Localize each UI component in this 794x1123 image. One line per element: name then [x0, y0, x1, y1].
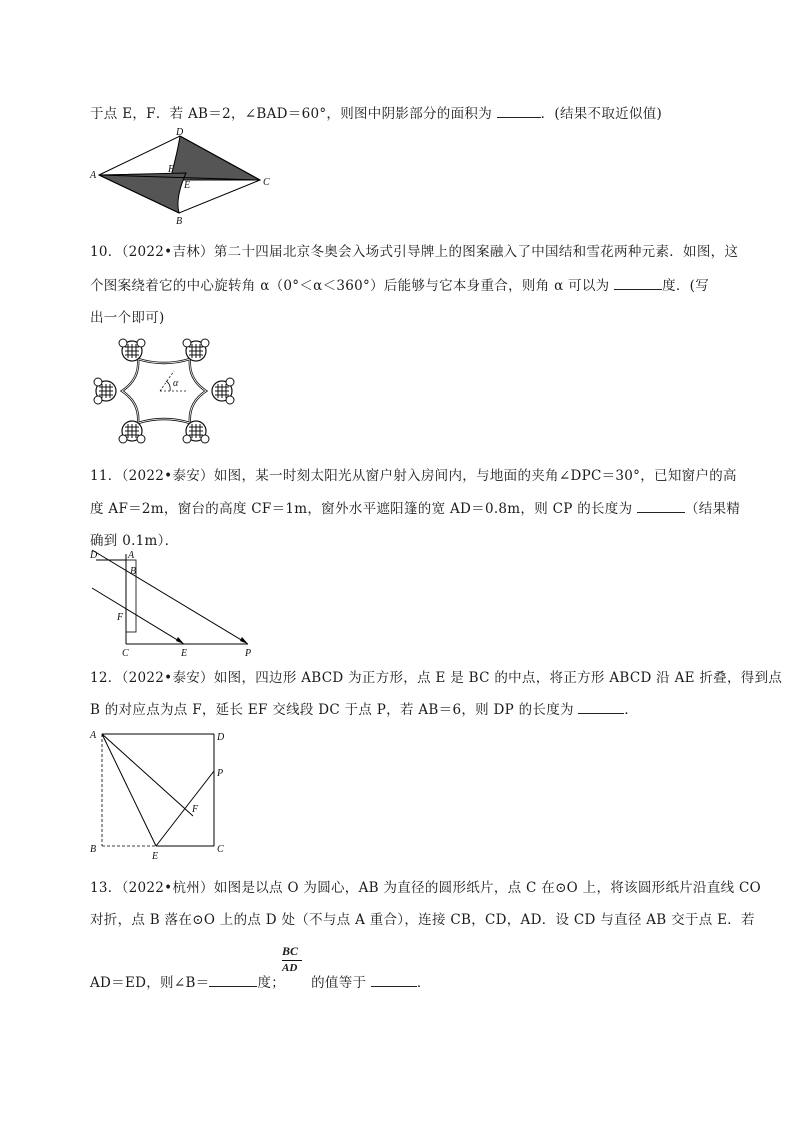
answer-blank[interactable]	[497, 105, 541, 118]
sun-ray-upper	[92, 550, 248, 644]
knot-right	[212, 378, 234, 404]
answer-blank-ratio[interactable]	[371, 974, 417, 987]
label-e: E	[184, 180, 191, 191]
fold-line-ae	[102, 734, 156, 846]
label-a: A	[90, 170, 97, 181]
knot-top-right	[183, 339, 209, 361]
shaded-region-lower	[99, 173, 186, 213]
segment-ep	[156, 771, 214, 846]
fraction-denominator: AD	[282, 962, 298, 974]
label-alpha: α	[173, 378, 179, 389]
label-d: D	[176, 127, 184, 138]
label-c: C	[217, 844, 224, 855]
q12-text-line-1	[90, 666, 782, 686]
q10-text: 个图案绕着它的中心旋转角 α（0°＜α＜360°）后能够与它本身重合，则角 α 可以为	[90, 278, 610, 294]
q11-text: 度 AF＝2m，窗台的高度 CF＝1m，窗外水平遮阳篷的宽 AD＝0.8m，则 CP 的长度为	[90, 501, 633, 517]
q9-text-tail: ．(结果不取近似值)	[540, 106, 663, 122]
label-f: F	[192, 804, 199, 815]
label-p: P	[217, 768, 224, 779]
q13-text-line-3	[90, 971, 431, 991]
arrowhead-p	[240, 637, 248, 644]
q11-window-figure	[88, 548, 258, 659]
q10-text: 出一个即可)	[90, 310, 165, 326]
q13-text-line-2	[90, 908, 755, 928]
q13-text: ．	[416, 975, 431, 991]
knot-bottom-left	[119, 421, 145, 443]
angle-ray-slanted	[160, 371, 174, 391]
fraction-numerator: BC	[282, 944, 299, 958]
label-b: B	[176, 216, 183, 227]
label-b: B	[130, 566, 137, 577]
label-a: A	[128, 550, 135, 561]
q12-square-figure	[88, 726, 236, 864]
fraction-bar	[282, 960, 302, 961]
knot-bottom-right	[183, 421, 209, 443]
q10-text-tail: 度．(写	[662, 278, 710, 294]
q11-text: 确到 0.1m）．	[90, 533, 179, 549]
q12-text-line-2	[90, 698, 638, 718]
q11-text-line-1	[90, 464, 737, 484]
q13-text: 13．（2022•杭州）如图是以点 O 为圆心，AB 为直径的圆形纸片，点 C 在⊙O 上，将该圆形纸片沿直线 CO	[90, 880, 762, 896]
q12-text-tail: ．	[624, 702, 639, 718]
sun-ray-lower	[92, 588, 184, 644]
q13-text: 度；	[257, 975, 286, 991]
answer-blank[interactable]	[578, 701, 624, 714]
q10-text-line-1	[90, 240, 738, 260]
label-f: F	[168, 164, 175, 175]
q12-text: 12．（2022•泰安）如图，四边形 ABCD 为正方形，点 E 是 BC 的中点，将正方形 ABCD 沿 AE 折叠，得到点	[90, 670, 783, 686]
arrowhead-e	[176, 637, 184, 644]
label-c: C	[122, 648, 129, 659]
label-a: A	[90, 730, 97, 741]
q11-text: 11．（2022•泰安）如图，某一时刻太阳光从窗户射入房间内，与地面的夹角∠DPC＝30°，已知窗户的高	[90, 468, 737, 484]
label-c: C	[263, 177, 270, 188]
q11-text-line-3	[90, 529, 179, 549]
answer-blank[interactable]	[637, 500, 685, 513]
label-e: E	[181, 648, 188, 659]
label-d: D	[90, 550, 98, 561]
q10-text-line-3	[90, 306, 165, 326]
q12-text: B 的对应点为点 F，延长 EF 交线段 DC 于点 P，若 AB＝6，则 DP 的长度为	[90, 702, 574, 718]
q10-knot-pattern-figure	[90, 335, 238, 447]
answer-blank-angle[interactable]	[209, 974, 257, 987]
segment-af	[102, 734, 193, 816]
q13-text: 的值等于	[311, 975, 367, 991]
q11-text-tail: （结果精	[685, 501, 741, 517]
angle-arc	[166, 381, 170, 391]
q11-text-line-2	[90, 497, 740, 517]
q13-text: AD＝ED，则∠B＝	[90, 975, 210, 991]
label-d: D	[217, 732, 225, 743]
answer-blank[interactable]	[614, 277, 662, 290]
q9-text: 于点 E，F．若 AB＝2，∠BAD＝60°，则图中阴影部分的面积为	[90, 106, 492, 122]
q9-rhombus-figure	[88, 127, 278, 227]
q9-text-line-1	[90, 102, 662, 122]
label-p: P	[245, 648, 252, 659]
knot-left	[94, 378, 116, 404]
label-e: E	[152, 851, 159, 862]
q13-text: 对折，点 B 落在⊙O 上的点 D 处（不与点 A 重合），连接 CB，CD，AD．设 CD 与直径 AB 交于点 E．若	[90, 912, 755, 928]
label-f: F	[117, 612, 124, 623]
q10-text: 10．（2022•吉林）第二十四届北京冬奥会入场式引导牌上的图案融入了中国结和雪花两种元素．如图，这	[90, 244, 739, 260]
knot-top-left	[119, 339, 145, 361]
q10-text-line-2	[90, 274, 709, 294]
q13-text-line-1	[90, 876, 761, 896]
label-b: B	[90, 844, 97, 855]
